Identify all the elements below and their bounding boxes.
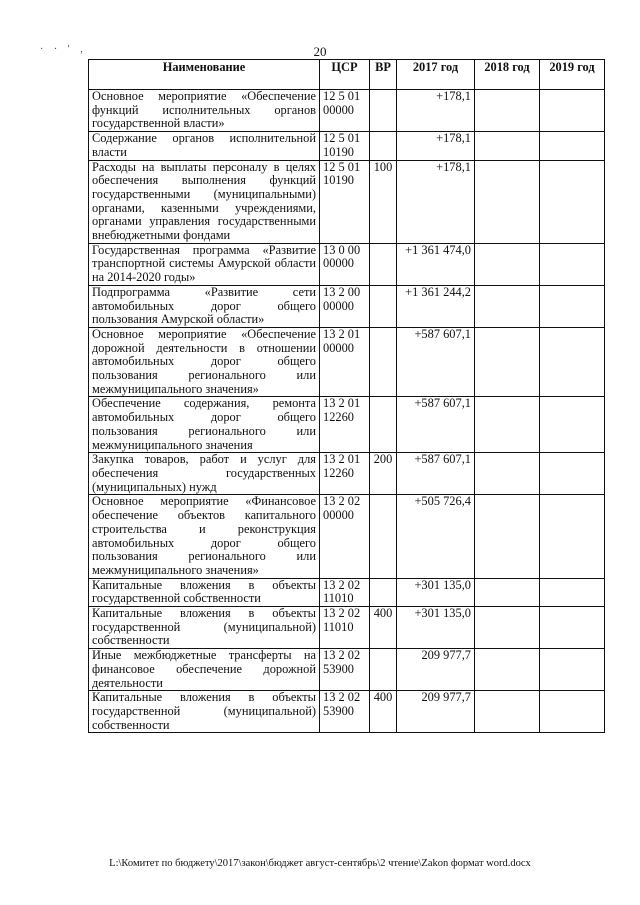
scan-marks: · · ′ , [40,44,87,55]
table-row [89,160,605,243]
table-row [89,327,605,397]
cell-2017: +1 361 244,2 [397,285,475,327]
cell-2019 [540,132,605,160]
table-row [89,397,605,453]
cell-csr: 13 2 01 12260 [320,453,370,495]
cell-csr: 13 2 02 53900 [320,691,370,733]
cell-2019 [540,243,605,285]
cell-2017: +178,1 [397,160,475,243]
cell-2019 [540,607,605,649]
table-row [89,691,605,733]
cell-csr: 13 2 01 00000 [320,327,370,397]
header-name: Наименование [89,60,320,90]
cell-vr [370,649,397,691]
cell-csr: 12 5 01 00000 [320,90,370,132]
cell-csr: 12 5 01 10190 [320,160,370,243]
cell-2018 [475,649,540,691]
cell-name: Капитальные вложения в объекты государственной собственности [89,578,320,606]
cell-name: Государственная программа «Развитие транспортной системы Амурской области на 2014-2020 годы» [89,243,320,285]
cell-2019 [540,495,605,578]
table-row [89,243,605,285]
cell-csr: 13 2 02 11010 [320,607,370,649]
cell-vr [370,243,397,285]
cell-2018 [475,691,540,733]
cell-2018 [475,285,540,327]
cell-2017: +301 135,0 [397,607,475,649]
cell-2017: 209 977,7 [397,691,475,733]
cell-vr: 400 [370,691,397,733]
cell-2019 [540,160,605,243]
file-path-footer: L:\Комитет по бюджету\2017\закон\бюджет август-сентябрь\2 чтение\Zakon формат word.docx [109,858,531,869]
cell-2017: +587 607,1 [397,453,475,495]
cell-2018 [475,327,540,397]
table-row [89,578,605,606]
cell-name: Основное мероприятие «Финансовое обеспечение объектов капитального строительства и реконструкция автомобильных дорог общего пользования регионального или межмуниципального значения» [89,495,320,578]
cell-2018 [475,90,540,132]
cell-2017: +1 361 474,0 [397,243,475,285]
table-header-row [89,60,605,90]
table-row [89,495,605,578]
cell-csr: 13 2 02 11010 [320,578,370,606]
cell-2019 [540,649,605,691]
header-2018: 2018 год [475,60,540,90]
cell-name: Содержание органов исполнительной власти [89,132,320,160]
cell-2017: +587 607,1 [397,397,475,453]
table-row [89,132,605,160]
table-row [89,607,605,649]
cell-name: Основное мероприятие «Обеспечение функций исполнительных органов государственной власти» [89,90,320,132]
cell-2018 [475,578,540,606]
cell-2018 [475,495,540,578]
cell-2017: +178,1 [397,132,475,160]
header-csr: ЦСР [320,60,370,90]
cell-2019 [540,691,605,733]
cell-vr [370,90,397,132]
cell-name: Закупка товаров, работ и услуг для обеспечения государственных (муниципальных) нужд [89,453,320,495]
cell-2019 [540,327,605,397]
cell-vr [370,327,397,397]
cell-2019 [540,90,605,132]
page-number: 20 [313,44,327,59]
cell-vr: 100 [370,160,397,243]
budget-table [88,59,605,733]
cell-vr [370,132,397,160]
cell-vr [370,397,397,453]
header-2017: 2017 год [397,60,475,90]
cell-2018 [475,607,540,649]
cell-name: Капитальные вложения в объекты государственной (муниципальной) собственности [89,691,320,733]
cell-csr: 13 2 00 00000 [320,285,370,327]
cell-name: Основное мероприятие «Обеспечение дорожной деятельности в отношении автомобильных дорог общего пользования регионального или межмуниципального значения» [89,327,320,397]
table-row [89,649,605,691]
cell-vr: 200 [370,453,397,495]
header-vr: ВР [370,60,397,90]
cell-csr: 13 2 02 00000 [320,495,370,578]
cell-vr: 400 [370,607,397,649]
table-row [89,453,605,495]
cell-vr [370,578,397,606]
cell-name: Расходы на выплаты персоналу в целях обеспечения выполнения функций государственными (муниципальными) органами, казенными учреждениями, органами управления государственными внебюджетными фондами [89,160,320,243]
cell-2017: +505 726,4 [397,495,475,578]
cell-vr [370,285,397,327]
cell-2018 [475,132,540,160]
cell-vr [370,495,397,578]
cell-2017: +178,1 [397,90,475,132]
cell-csr: 12 5 01 10190 [320,132,370,160]
cell-2019 [540,397,605,453]
cell-name: Подпрограмма «Развитие сети автомобильных дорог общего пользования Амурской области» [89,285,320,327]
cell-name: Иные межбюджетные трансферты на финансовое обеспечение дорожной деятельности [89,649,320,691]
cell-2018 [475,453,540,495]
cell-2018 [475,243,540,285]
header-2019: 2019 год [540,60,605,90]
cell-name: Капитальные вложения в объекты государственной (муниципальной) собственности [89,607,320,649]
table-row [89,90,605,132]
cell-2019 [540,578,605,606]
cell-2017: 209 977,7 [397,649,475,691]
cell-2018 [475,160,540,243]
cell-2017: +587 607,1 [397,327,475,397]
cell-name: Обеспечение содержания, ремонта автомобильных дорог общего пользования регионального или межмуниципального значения [89,397,320,453]
cell-csr: 13 2 01 12260 [320,397,370,453]
cell-csr: 13 0 00 00000 [320,243,370,285]
table-row [89,285,605,327]
cell-2019 [540,453,605,495]
cell-csr: 13 2 02 53900 [320,649,370,691]
cell-2019 [540,285,605,327]
cell-2017: +301 135,0 [397,578,475,606]
cell-2018 [475,397,540,453]
